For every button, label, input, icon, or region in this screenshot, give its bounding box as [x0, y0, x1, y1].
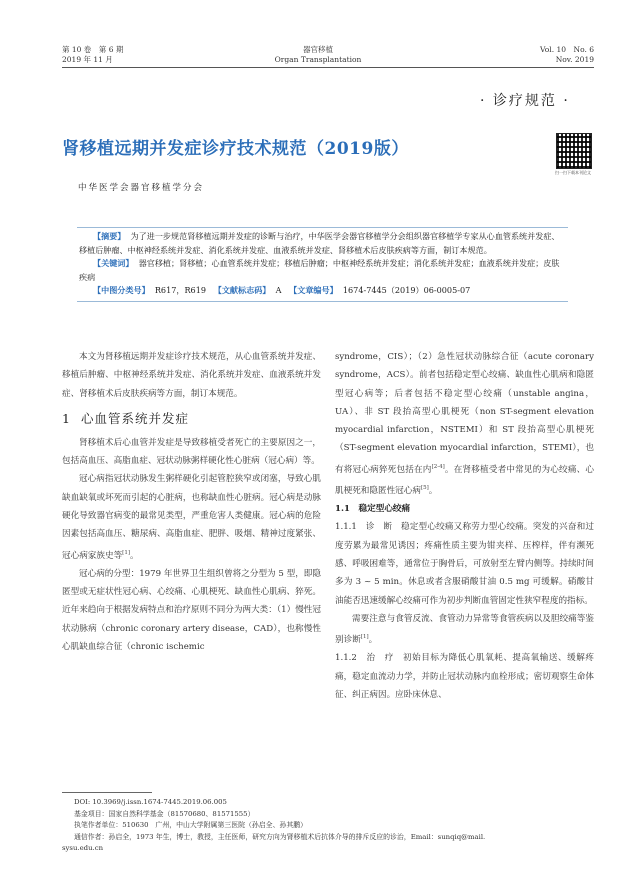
author-unit: 执笔作者单位：510630 广州，中山大学附属第三医院（孙启全、孙其鹏） [74, 821, 308, 829]
section-number: 1 [62, 410, 71, 426]
header-journal-cn: 器官移植 [303, 45, 333, 54]
paragraph: 冠心病的分型：1979 年世界卫生组织曾将之分型为 5 型，即隐匿型或无症状性冠心病、心绞痛、心肌梗死、缺血性心肌病、猝死。近年来趋向于根据发病特点和治疗原则不同分为两大类：（1）慢性冠状动脉病（chronic coronary artery disease，CAD），也称慢性心肌缺血综合征（chronic ischemic [62, 568, 321, 653]
paragraph-text: 需要注意与食管反流、食管动力异常等食管疾病以及胆绞痛等鉴别诊断 [335, 613, 594, 646]
keywords-text: 器官移植；肾移植；心血管系统并发症；移植后肿瘤；中枢神经系统并发症；消化系统并发症；血液系统并发症；皮肤疾病 [79, 258, 560, 282]
header-date-en: Nov. 2019 [555, 55, 594, 64]
email-continuation[interactable]: sysu.edu.cn [62, 844, 104, 852]
keywords-paragraph [79, 257, 566, 284]
qr-caption: 扫一扫下载本刊论文 [555, 170, 591, 175]
classification-line [79, 284, 566, 298]
left-column [62, 348, 321, 656]
paragraph: 肾移植术后心血管并发症是导致移植受者死亡的主要原因之一，包括高血压、高脂血症、冠状动脉粥样硬化性心脏病（冠心病）等。 [62, 437, 321, 467]
clc-label: 【中图分类号】 [93, 285, 150, 295]
paragraph-end: 。 [428, 485, 438, 496]
section-heading-text: 心血管系统并发症 [80, 410, 189, 426]
header-volume [62, 45, 123, 65]
fund-info: 基金项目：国家自然科学基金（81570680、81571555） [74, 809, 255, 818]
article-title: 肾移植远期并发症诊疗技术规范（2019版） [62, 139, 409, 159]
qr-code-icon[interactable] [556, 133, 592, 169]
abstract-block [77, 227, 568, 302]
header-volume-issue: 第 10 卷 第 6 期 [62, 45, 124, 54]
header-date: 2019 年 11 月 [62, 55, 113, 64]
abstract-label: 【摘要】 [93, 231, 126, 241]
corresponding-author: 通信作者：孙启全，1973 年生，博士，教授，主任医师，研究方向为肾移植术后抗体介导的排斥反应的诊治，Email：sunqiq@mail. [74, 832, 486, 841]
paragraph [62, 470, 321, 564]
doi[interactable]: DOI: 10.3969/j.issn.1674-7445.2019.06.005 [74, 798, 227, 806]
paragraph-end: 。 [368, 635, 378, 646]
subsection-heading: 1.1 稳定型心绞痛 [335, 504, 411, 515]
paragraph: 1.1.2 治 疗 初始目标为降低心肌氧耗、提高氧输送、缓解疼痛，稳定血流动力学，并防止冠状动脉内血栓形成；密切观察生命体征、纠正病因。应卧床休息、 [335, 653, 594, 700]
paragraph-end: 。 [129, 550, 139, 561]
clc-value: R617，R619 [154, 285, 207, 295]
paragraph-text: 冠心病指冠状动脉发生粥样硬化引起管腔狭窄或闭塞，导致心肌缺血缺氧或坏死而引起的心脏病，也称缺血性心脏病。冠心病是动脉硬化导致器官病变的最常见类型，严重危害人类健康。冠心病的危险因素包括高血压、糖尿病、高脂血症、肥胖、吸烟、精神过度紧张、冠心病家族史等 [62, 474, 321, 561]
citation[interactable]: [2-4] [431, 463, 445, 470]
intro-paragraph: 本文为肾移植远期并发症诊疗技术规范，从心血管系统并发症、移植后肿瘤、中枢神经系统并发症、消化系统并发症、血液系统并发症、肾移植术后皮肤疾病等方面，制订本规范。 [62, 352, 321, 399]
keywords-label: 【关键词】 [93, 258, 134, 268]
right-column [335, 348, 594, 704]
section-tag: · 诊疗规范 · [480, 93, 570, 109]
paragraph: 1.1.1 诊 断 稳定型心绞痛又称劳力型心绞痛。突发的兴奋和过度劳累为最常见诱因；疼痛性质主要为钳夹样、压榨样，伴有濒死感、呼吸困难等，通常位于胸骨后，可放射至左臂内侧等。持续时间多为 3 ~ 5 min。休息或者含服硝酸甘油 0.5 mg 可缓解。硝酸甘油能否迅速缓解心绞痛可作为初步判断血管固定性狭窄程度的指标。 [335, 522, 594, 606]
header-journal [258, 45, 378, 65]
abstract-text: 为了进一步规范肾移植远期并发症的诊断与治疗，中华医学会器官移植学分会组织器官移植学专家从心血管系统并发症、移植后肿瘤、中枢神经系统并发症、消化系统并发症、血液系统并发症、肾移植术后皮肤疾病等方面，制订本规范。 [79, 231, 560, 255]
citation[interactable]: [1] [360, 634, 369, 641]
footnotes [62, 797, 602, 855]
header-volume-en [494, 45, 594, 65]
citation[interactable]: [5] [420, 484, 429, 491]
paragraph [335, 348, 594, 500]
header-rule [62, 67, 594, 68]
header-volume-issue-en: Vol. 10 No. 6 [540, 45, 594, 54]
section-heading-1 [62, 407, 321, 431]
articleno-label: 【文章编号】 [289, 285, 338, 295]
footnote-rule [62, 792, 152, 793]
doccode-label: 【文献标志码】 [213, 285, 271, 295]
articleno-value: 1674-7445（2019）06-0005-07 [342, 285, 471, 295]
paragraph [335, 610, 594, 649]
author-organization: 中华医学会器官移植学分会 [78, 183, 205, 193]
paragraph-text: 。在肾移植受者中常见的为心绞痛、心肌梗死和隐匿性冠心病 [335, 464, 594, 496]
abstract-paragraph [79, 230, 566, 257]
citation[interactable]: [1] [122, 549, 130, 556]
doccode-value: A [275, 285, 282, 295]
header-journal-en: Organ Transplantation [274, 55, 362, 64]
paragraph-text: syndrome，CIS）；（2）急性冠状动脉综合征（acute coronary syndrome，ACS）。前者包括稳定型心绞痛、缺血性心肌病和隐匿型冠心病等；后者包括不稳定型心绞痛（unstable angina，UA）、非 ST 段抬高型心肌梗死（non ST-segment elevation myocardial infarction，NSTEMI）和 ST 段抬高型心肌梗死（ST-segment elevation myocardial infarction，STEMI），也有将冠心病猝死包括在内 [335, 352, 594, 475]
